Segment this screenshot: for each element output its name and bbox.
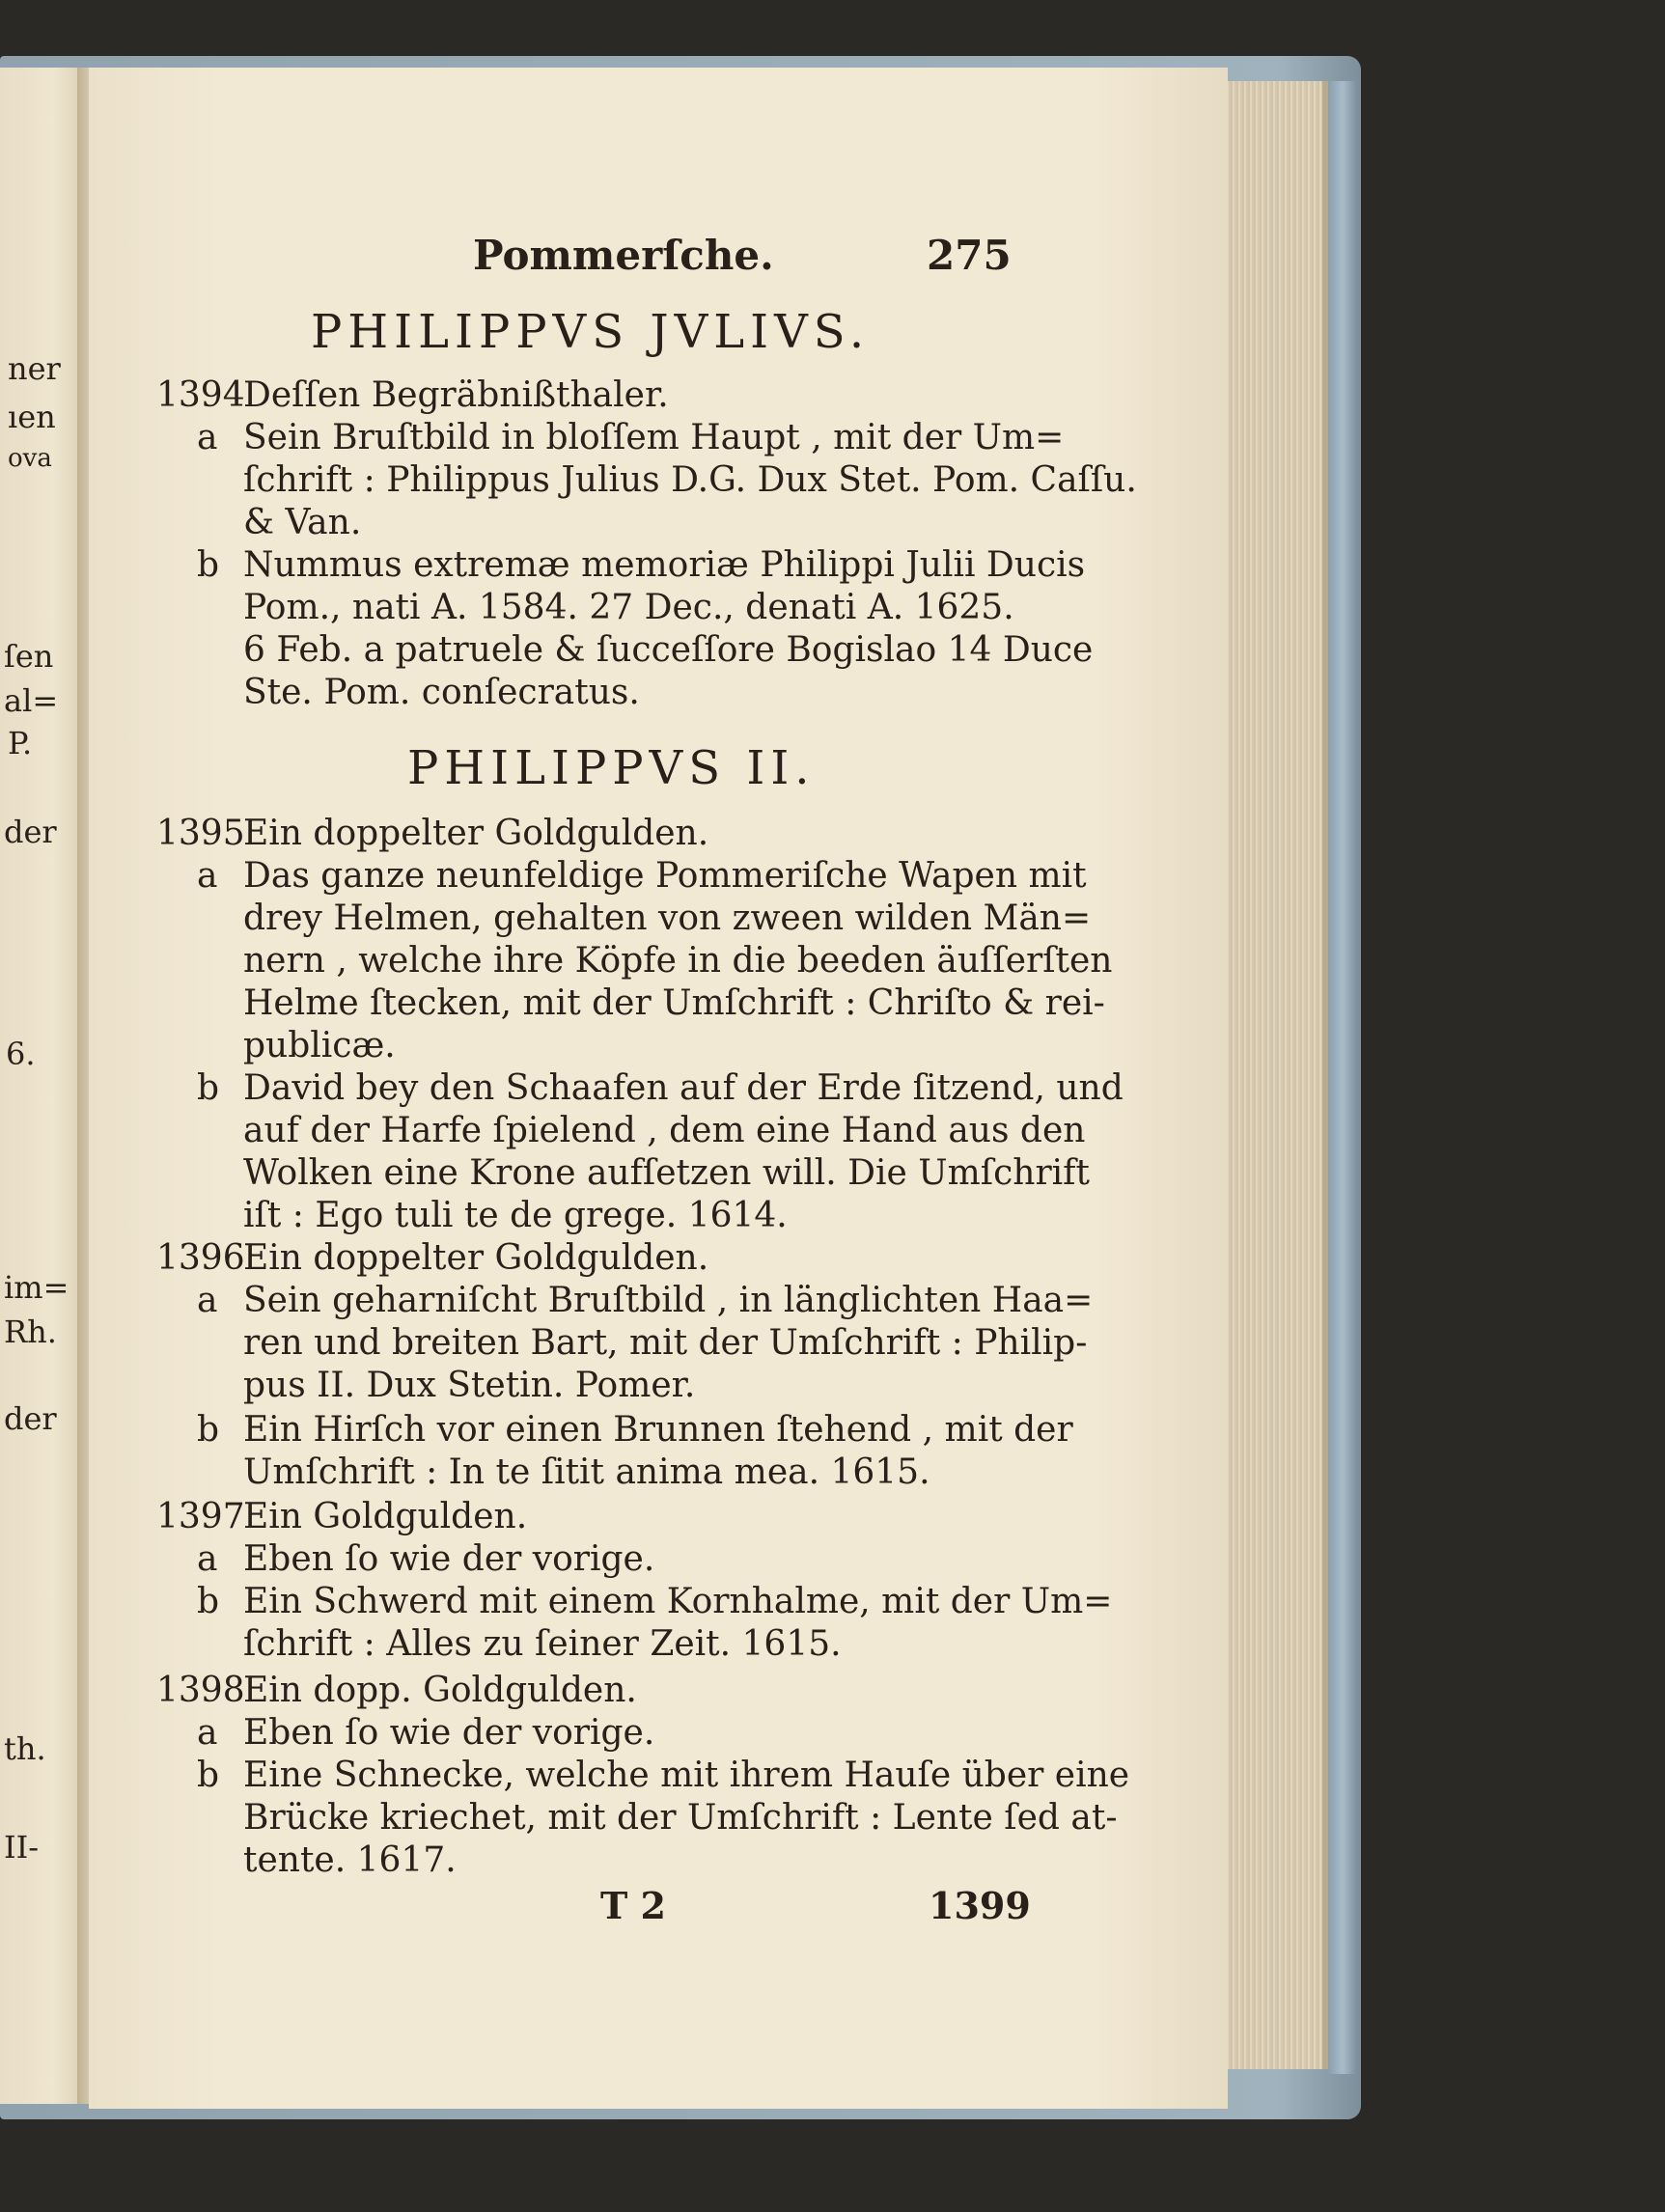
- item-line: Das ganze neunfeldige Pommeriſche Wapen mit: [243, 856, 1087, 896]
- item-line: publicæ.: [243, 1026, 396, 1065]
- entry-title: Ein doppelter Goldgulden.: [243, 814, 709, 853]
- item-line: Sein geharniſcht Bruſtbild , in länglichten Haa=: [243, 1281, 1094, 1320]
- entry-title: Ein Goldgulden.: [243, 1497, 528, 1536]
- entry-1398: [156, 1670, 637, 1712]
- item-letter: a: [197, 418, 218, 457]
- item-letter: a: [197, 1281, 218, 1320]
- left-fragment: al=: [4, 682, 59, 719]
- item-line: Ste. Pom. conſecratus.: [243, 673, 640, 712]
- entry-1395: [156, 813, 708, 855]
- item-line: Ein Schwerd mit einem Kornhalme, mit der Um=: [243, 1582, 1113, 1621]
- item-line: Pom., nati A. 1584. 27 Dec., denati A. 1625.: [243, 588, 1014, 627]
- page-edges: [1218, 81, 1328, 2069]
- item-line: nern , welche ihre Köpfe in die beeden äuſſerſten: [243, 941, 1113, 981]
- right-page: [89, 68, 1228, 2109]
- entry-number: 1398: [156, 1671, 245, 1710]
- item-line: & Van.: [243, 503, 362, 542]
- section-heading: PHILIPPVS JVLIVS.: [311, 305, 871, 359]
- item-letter: b: [197, 1582, 220, 1621]
- item-line: Brücke kriechet, mit der Umſchrift : Lente ſed at-: [243, 1798, 1118, 1838]
- item-line: Eben ſo wie der vorige.: [243, 1713, 655, 1753]
- left-fragment: II-: [4, 1829, 40, 1866]
- item-line: Umſchrift : In te ſitit anima mea. 1615.: [243, 1452, 930, 1492]
- item-line: auf der Harfe ſpielend , dem eine Hand aus den: [243, 1111, 1086, 1150]
- left-fragment: im=: [4, 1269, 69, 1306]
- item-line: Wolken eine Krone aufſetzen will. Die Umſchrift: [243, 1153, 1090, 1193]
- left-fragment: der: [4, 1400, 57, 1437]
- page-number: 275: [927, 232, 1012, 279]
- signature-mark: T 2: [600, 1884, 666, 1927]
- left-fragment: th.: [4, 1730, 46, 1767]
- item-line: David bey den Schaafen auf der Erde ſitzend, und: [243, 1068, 1124, 1108]
- item-line: ſchrift : Philippus Julius D.G. Dux Stet. Pom. Caſſu.: [243, 460, 1137, 500]
- left-fragment: Rh.: [4, 1313, 57, 1350]
- section-heading: PHILIPPVS II.: [407, 741, 816, 795]
- cover-edge: [1328, 81, 1357, 2074]
- item-letter: b: [197, 545, 220, 585]
- item-line: iſt : Ego tuli te de grege. 1614.: [243, 1196, 788, 1235]
- entry-1397: [156, 1496, 527, 1538]
- running-head: Pommerſche.: [473, 232, 774, 279]
- item-line: drey Helmen, gehalten von zween wilden Män=: [243, 899, 1092, 938]
- item-line: ren und breiten Bart, mit der Umſchrift : Philip-: [243, 1323, 1088, 1363]
- entry-title: Ein doppelter Goldgulden.: [243, 1238, 709, 1278]
- entry-number: 1396: [156, 1238, 245, 1278]
- item-line: pus II. Dux Stetin. Pomer.: [243, 1366, 696, 1405]
- left-fragment: ner: [8, 350, 61, 387]
- entry-number: 1395: [156, 814, 245, 853]
- left-fragment: ova: [8, 444, 52, 473]
- left-fragment: ſen: [4, 638, 54, 675]
- item-line: Ein Hirſch vor einen Brunnen ſtehend , mit der: [243, 1410, 1073, 1450]
- item-line: Eben ſo wie der vorige.: [243, 1539, 655, 1579]
- item-line: tente. 1617.: [243, 1840, 457, 1880]
- left-fragment: 6.: [6, 1036, 36, 1072]
- item-line: Sein Bruſtbild in bloſſem Haupt , mit der Um=: [243, 418, 1065, 457]
- item-letter: a: [197, 1539, 218, 1579]
- item-letter: b: [197, 1068, 220, 1108]
- entry-number: 1397: [156, 1497, 245, 1536]
- item-letter: b: [197, 1756, 220, 1795]
- item-line: Nummus extremæ memoriæ Philippi Julii Ducis: [243, 545, 1086, 585]
- entry-1396: [156, 1237, 708, 1280]
- entry-number: 1394: [156, 375, 245, 415]
- left-page: [0, 68, 89, 2104]
- item-line: Helme ſtecken, mit der Umſchrift : Chriſto & rei-: [243, 983, 1105, 1023]
- item-letter: a: [197, 1713, 218, 1753]
- entry-title: Deſſen Begräbnißthaler.: [243, 375, 669, 415]
- item-line: 6 Feb. a patruele & ſucceſſore Bogislao 14 Duce: [243, 630, 1094, 670]
- item-line: Eine Schnecke, welche mit ihrem Hauſe über eine: [243, 1756, 1130, 1795]
- item-letter: a: [197, 856, 218, 896]
- entry-1394: [156, 374, 669, 417]
- left-fragment: P.: [8, 725, 33, 761]
- left-fragment: der: [4, 814, 57, 850]
- item-line: ſchrift : Alles zu ſeiner Zeit. 1615.: [243, 1624, 842, 1664]
- item-letter: b: [197, 1410, 220, 1450]
- entry-title: Ein dopp. Goldgulden.: [243, 1671, 637, 1710]
- left-fragment: ıen: [8, 399, 56, 435]
- catchword: 1399: [929, 1884, 1031, 1927]
